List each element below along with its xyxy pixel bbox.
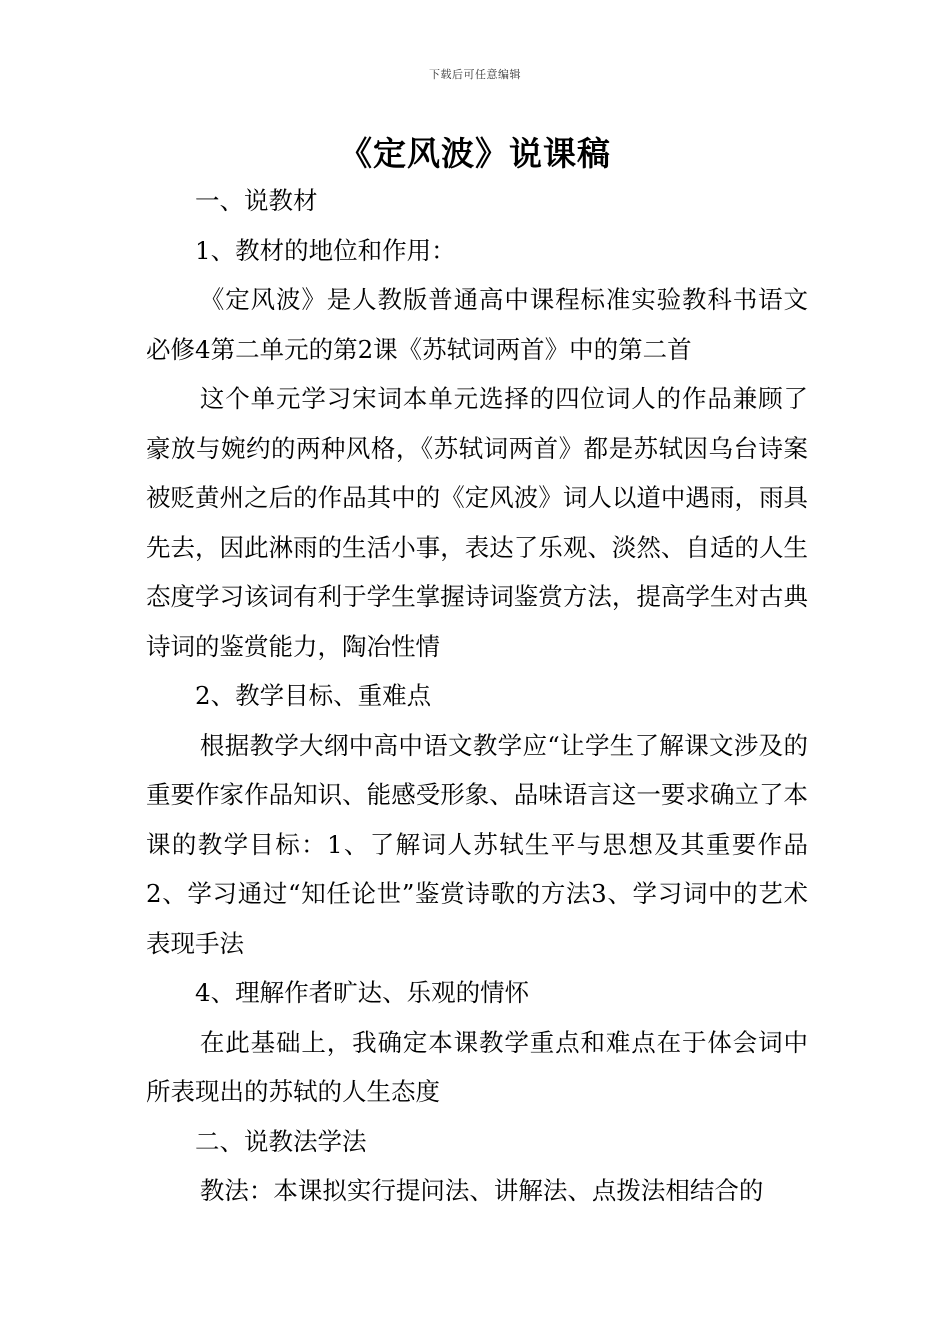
header-note: 下载后可任意编辑 xyxy=(429,68,521,81)
subsection-heading: 1、教材的地位和作用： xyxy=(195,235,456,265)
section-heading: 一、说教材 xyxy=(195,186,318,215)
document-title: 《定风波》说课稿 xyxy=(339,134,611,173)
paragraph: 《定风波》是人教版普通高中课程标准实验教科书语文必修4第二单元的第2课《苏轼词两首》中的第二首 xyxy=(146,285,808,364)
subsection-heading: 2、教学目标、重难点 xyxy=(195,681,432,710)
paragraph: 这个单元学习宋词本单元选择的四位词人的作品兼顾了豪放与婉约的两种风格，《苏轼词两首》都是苏轼因乌台诗案被贬黄州之后的作品其中的《定风波》词人以道中遇雨，雨具先去，因此淋雨的生活小事，表达了乐观、淡然、自适的人生态度学习该词有利于学生掌握诗词鉴赏方法，提高学生对古典诗词的鉴赏能力，陶冶性情 xyxy=(146,384,808,661)
section-heading: 二、说教法学法 xyxy=(195,1126,367,1156)
paragraph: 在此基础上，我确定本课教学重点和难点在于体会词中所表现出的苏轼的人生态度 xyxy=(146,1027,808,1106)
document-body xyxy=(146,176,808,1216)
subsection-heading: 4、理解作者旷达、乐观的情怀 xyxy=(195,978,530,1007)
paragraph: 教法：本课拟实行提问法、讲解法、点拨法相结合的 xyxy=(199,1176,764,1205)
paragraph: 根据教学大纲中高中语文教学应“让学生了解课文涉及的重要作家作品知识、能感受形象、品味语言这一要求确立了本课的教学目标：1、了解词人苏轼生平与思想及其重要作品2、学习通过“知任论世”鉴赏诗歌的方法3、学习词中的艺术表现手法 xyxy=(146,730,808,958)
